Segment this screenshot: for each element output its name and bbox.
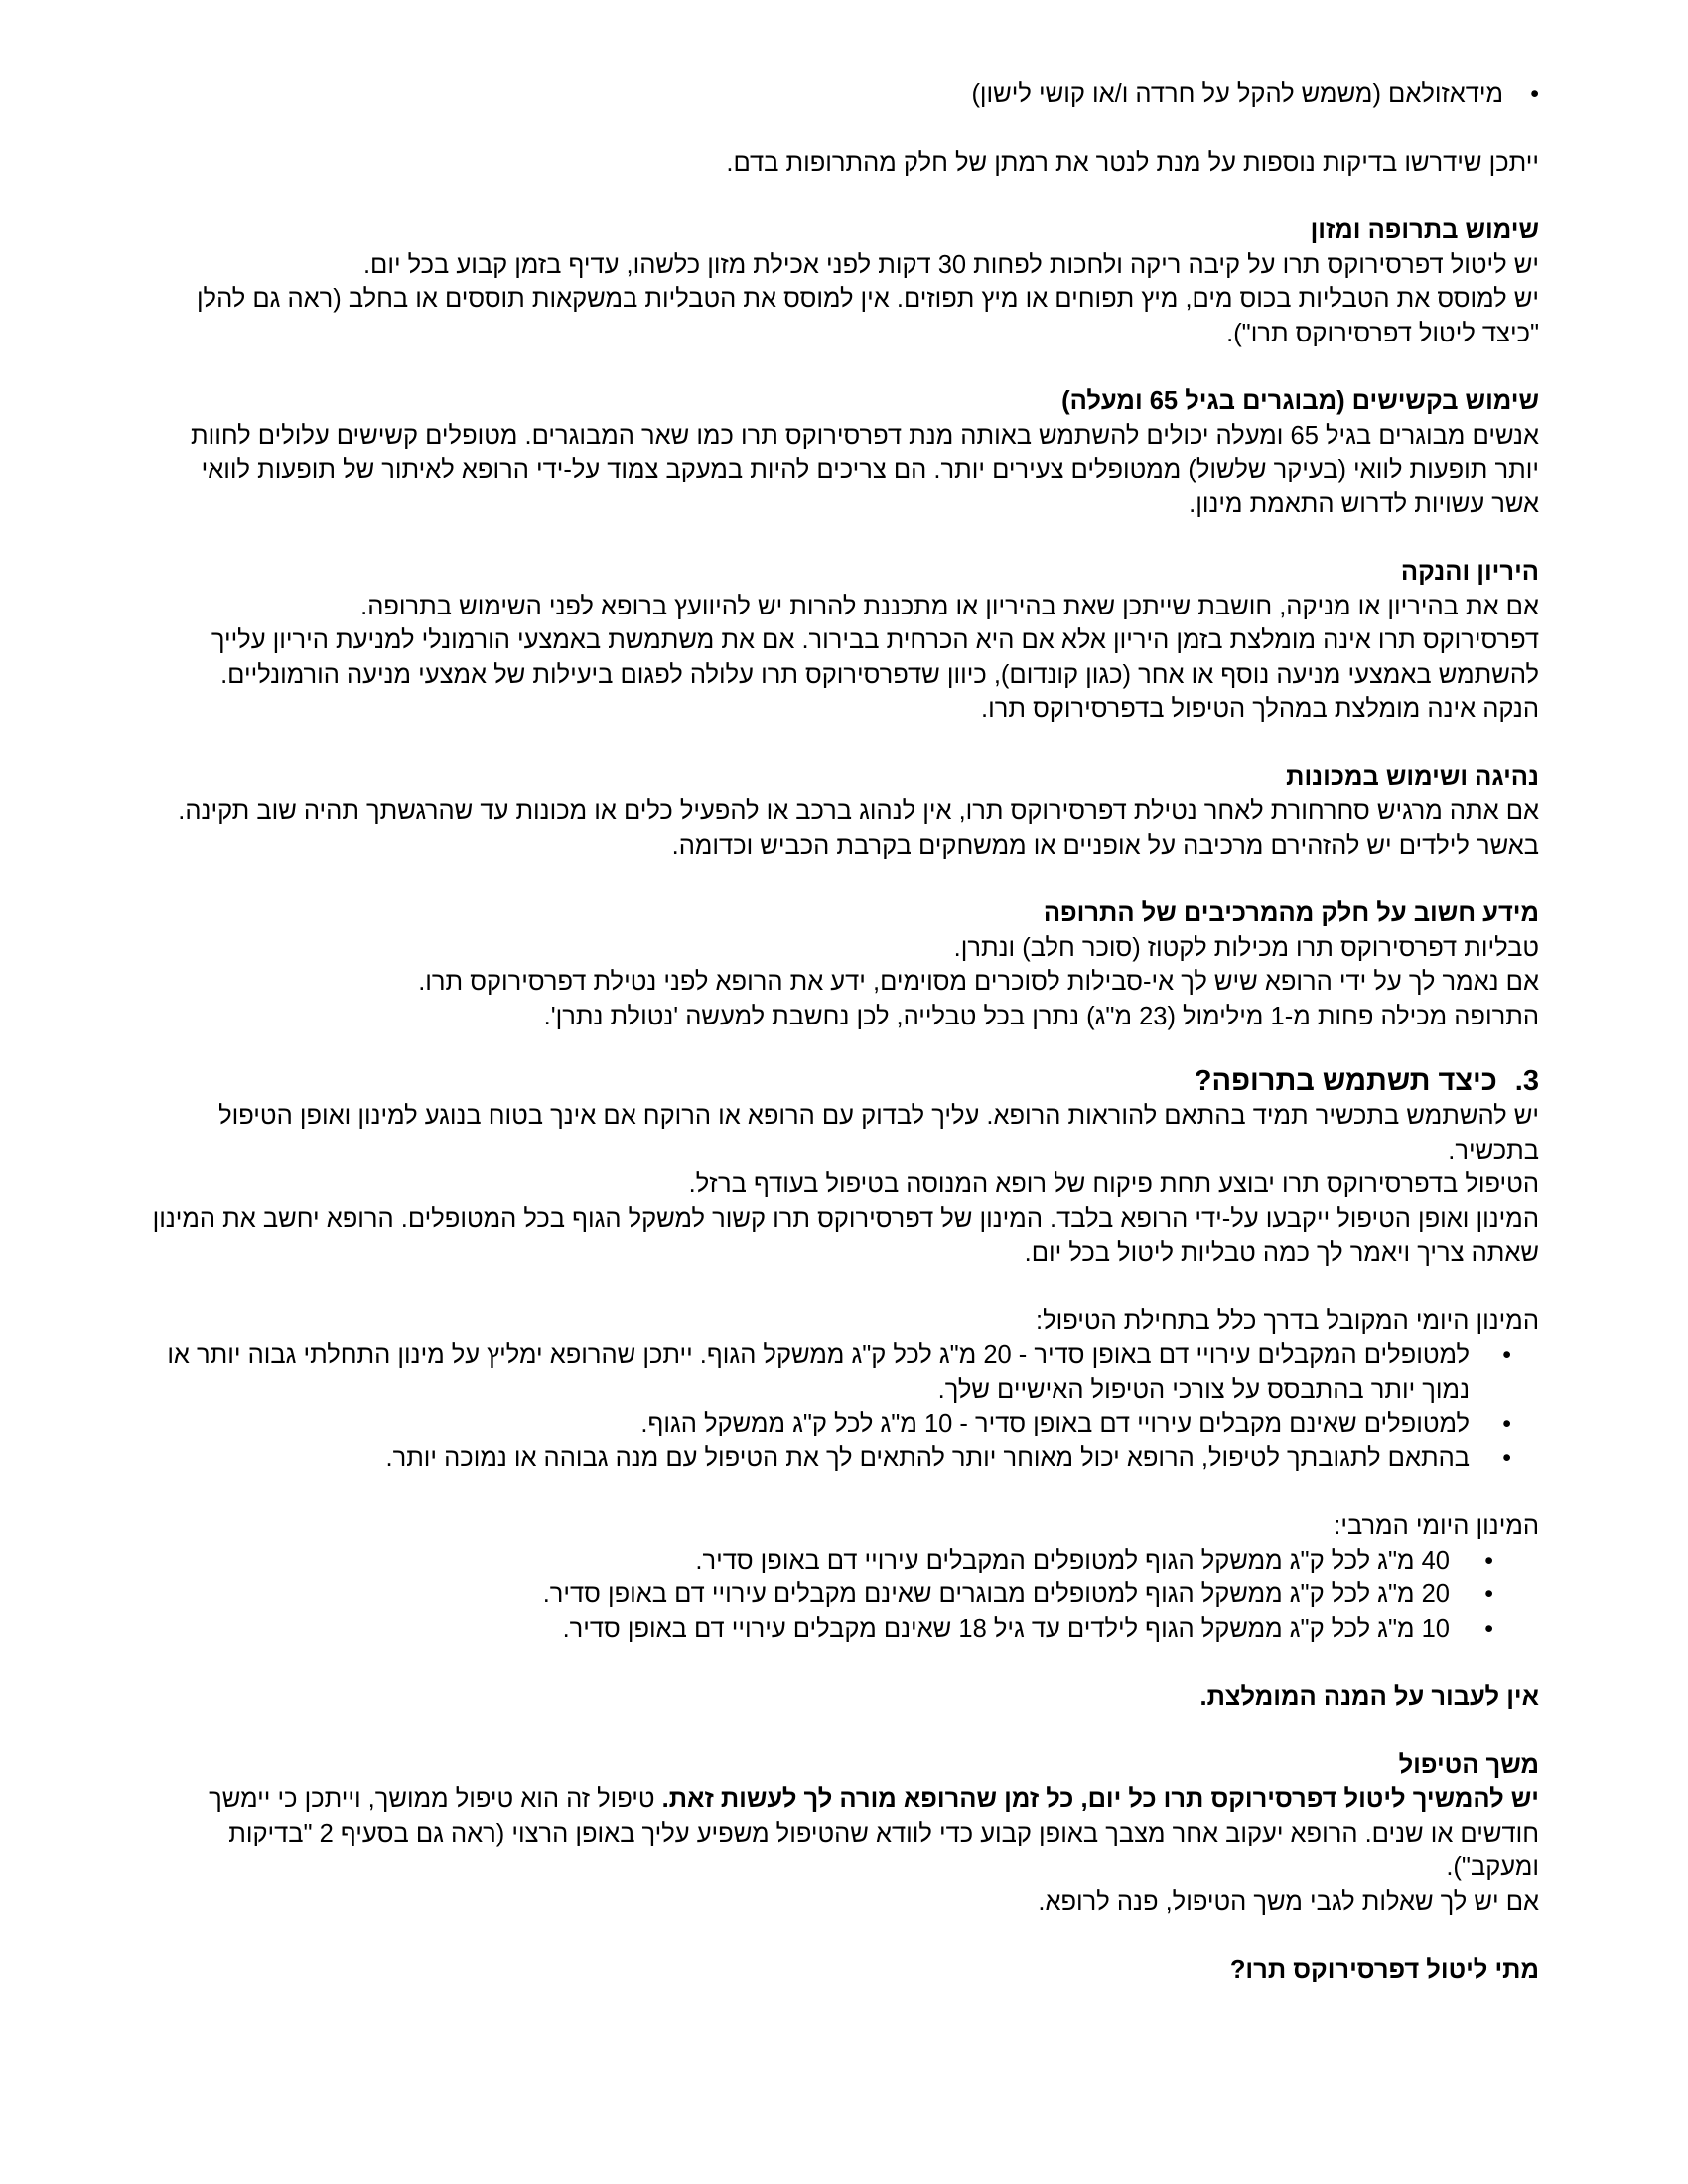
paragraph: יש להשתמש בתכשיר תמיד בהתאם להוראות הרופא. עליך לבדוק עם הרופא או הרוקח אם אינך בטוח בנוגע למינון ואופן הטיפול בתכשיר.: [218, 1102, 1539, 1164]
paragraph: דפרסירוקס תרו אינה מומלצת בזמן היריון אלא אם היא הכרחית בבירור. אם את משתמשת באמצעי הורמונלי למניעת היריון עלייך להשתמש באמצעי מניעה נוסף או אחר (כגון קונדום), כיוון שדפרסירוקס תרו עלולה לפגום ביעילות של אמצעי מניעה הורמונליים.: [211, 626, 1539, 689]
paragraph-rest: טיפול זה הוא טיפול ממושך, וייתכן כי יימשך חודשים או שנים. הרופא יעקוב אחר מצבך באופן קבוע כדי לוודא שהטיפול משפיע עליך באופן הרצוי (ראה גם בסעיף 2 "בדיקות ומעקב").: [209, 1785, 1539, 1881]
max-dose: [149, 1509, 1539, 1646]
list-item: • למטופלים שאינם מקבלים עירויי דם באופן סדיר - 10 מ"ג לכל ק"ג ממשקל הגוף.: [149, 1407, 1539, 1441]
paragraph: יש ליטול דפרסירוקס תרו על קיבה ריקה ולחכות לפחות 30 דקות לפני אכילת מזון כלשהו, עדיף בזמן קבוע בכל יום.: [362, 250, 1539, 279]
list-item: • 20 מ"ג לכל ק"ג ממשקל הגוף למטופלים מבוגרים שאינם מקבלים עירויי דם באופן סדיר.: [149, 1577, 1539, 1612]
chapter-how-to-use: [149, 1063, 1539, 1271]
list-intro: המינון היומי המרבי:: [1334, 1512, 1539, 1540]
list-item: • 10 מ"ג לכל ק"ג ממשקל הגוף לילדים עד גיל 18 שאינם מקבלים עירויי דם באופן סדיר.: [149, 1612, 1539, 1647]
start-dose-list: [149, 1338, 1539, 1475]
section-heading: נהיגה ושימוש במכונות: [1286, 762, 1539, 791]
paragraph: אם אתה מרגיש סחרחורת לאחר נטילת דפרסירוקס תרו, אין לנהוג ברכב או להפעיל כלים או מכונות עד שהרגשתך תהיה שוב תקינה. באשר לילדים יש להזהירם מרכיבה על אופניים או ממשחקים בקרבת הכביש וכדומה.: [178, 797, 1539, 860]
section-duration: [149, 1748, 1539, 1920]
section-heading: שימוש בקשישים (מבוגרים בגיל 65 ומעלה): [1061, 387, 1539, 415]
paragraph: הנקה אינה מומלצת במהלך הטיפול בדפרסירוקס תרו.: [981, 695, 1539, 723]
paragraph: המינון ואופן הטיפול ייקבעו על-ידי הרופא בלבד. המינון של דפרסירוקס תרו קשור למשקל הגוף בכל המטופלים. הרופא יחשב את המינון שאתה צריך ויאמר לך כמה טבליות ליטול בכל יום.: [152, 1204, 1539, 1267]
section-pregnancy: [149, 555, 1539, 727]
tests-note: ייתכן שידרשו בדיקות נוספות על מנת לנטר את רמתן של חלק מהתרופות בדם.: [726, 148, 1539, 177]
list-item: • למטופלים המקבלים עירויי דם באופן סדיר - 20 מ"ג לכל ק"ג ממשקל הגוף. ייתכן שהרופא ימליץ על מינון התחלתי גבוה יותר או נמוך יותר בהתבסס על צורכי הטיפול האישיים שלך.: [149, 1338, 1539, 1407]
section-heading: שימוש בתרופה ומזון: [1310, 216, 1539, 244]
paragraph: טבליות דפרסירוקס תרו מכילות לקטוז (סוכר חלב) ונתרן.: [953, 933, 1539, 962]
dose-warning: אין לעבור על המנה המומלצת.: [1199, 1683, 1539, 1710]
section-heading: היריון והנקה: [1400, 558, 1539, 586]
chapter-title-text: כיצד תשתמש בתרופה?: [1194, 1065, 1497, 1097]
list-intro: המינון היומי המקובל בדרך כלל בתחילת הטיפול:: [1036, 1306, 1539, 1335]
section-heading: משך הטיפול: [1398, 1750, 1539, 1779]
interactions-bullet-list: [149, 77, 1539, 112]
list-item: • מידאזולאם (משמש להקל על חרדה ו/או קושי לישון): [149, 77, 1539, 112]
section-when: [149, 1953, 1539, 1987]
paragraph: אם יש לך שאלות לגבי משך הטיפול, פנה לרופא.: [1038, 1887, 1539, 1916]
paragraph: אנשים מבוגרים בגיל 65 ומעלה יכולים להשתמש באותה מנת דפרסירוקס תרו כמו שאר המבוגרים. מטופלים קשישים עלולים לחוות יותר תופעות לוואי (בעיקר שלשול) ממטופלים צעירים יותר. הם צריכים להיות במעקב צמוד על-ידי הרופא לאיתור של תופעות לוואי אשר עשויות לדרוש התאמת מינון.: [191, 421, 1539, 518]
paragraph: התרופה מכילה פחות מ-1 מילימול (23 מ"ג) נתרן בכל טבלייה, לכן נחשבת למעשה 'נטולת נתרן'.: [543, 1002, 1539, 1030]
chapter-number: 3.: [1514, 1065, 1539, 1097]
section-driving: [149, 760, 1539, 864]
section-ingredients: [149, 896, 1539, 1033]
section-elderly: [149, 384, 1539, 521]
paragraph: יש למוסס את הטבליות בכוס מים, מיץ תפוחים או מיץ תפוזים. אין למוסס את הטבליות במשקאות תוססים או בחלב (ראה גם להלן "כיצד ליטול דפרסירוקס תרו").: [196, 285, 1539, 347]
section-food: [149, 213, 1539, 350]
list-item: • 40 מ"ג לכל ק"ג ממשקל הגוף למטופלים המקבלים עירויי דם באופן סדיר.: [149, 1544, 1539, 1578]
max-dose-list: [149, 1544, 1539, 1647]
section-heading: מתי ליטול דפרסירוקס תרו?: [1229, 1956, 1539, 1983]
bold-lead: יש להמשיך ליטול דפרסירוקס תרו כל יום, כל זמן שהרופא מורה לך לעשות זאת.: [661, 1785, 1539, 1813]
chapter-title: [149, 1063, 1539, 1099]
start-dose: [149, 1304, 1539, 1476]
paragraph: הטיפול בדפרסירוקס תרו יבוצע תחת פיקוח של רופא המנוסה בטיפול בעודף ברזל.: [688, 1170, 1539, 1198]
paragraph: [149, 1782, 1539, 1885]
paragraph: אם את בהיריון או מניקה, חושבת שייתכן שאת בהיריון או מתכננת להרות יש להיוועץ ברופא לפני השימוש בתרופה.: [360, 592, 1539, 620]
list-item: • בהתאם לתגובתך לטיפול, הרופא יכול מאוחר יותר להתאים לך את הטיפול עם מנה גבוהה או נמוכה יותר.: [149, 1441, 1539, 1476]
leaflet-page: [149, 77, 1539, 1987]
paragraph: אם נאמר לך על ידי הרופא שיש לך אי-סבילות לסוכרים מסוימים, ידע את הרופא לפני נטילת דפרסירוקס תרו.: [418, 968, 1539, 996]
section-heading: מידע חשוב על חלק מהמרכיבים של התרופה: [1043, 899, 1539, 927]
